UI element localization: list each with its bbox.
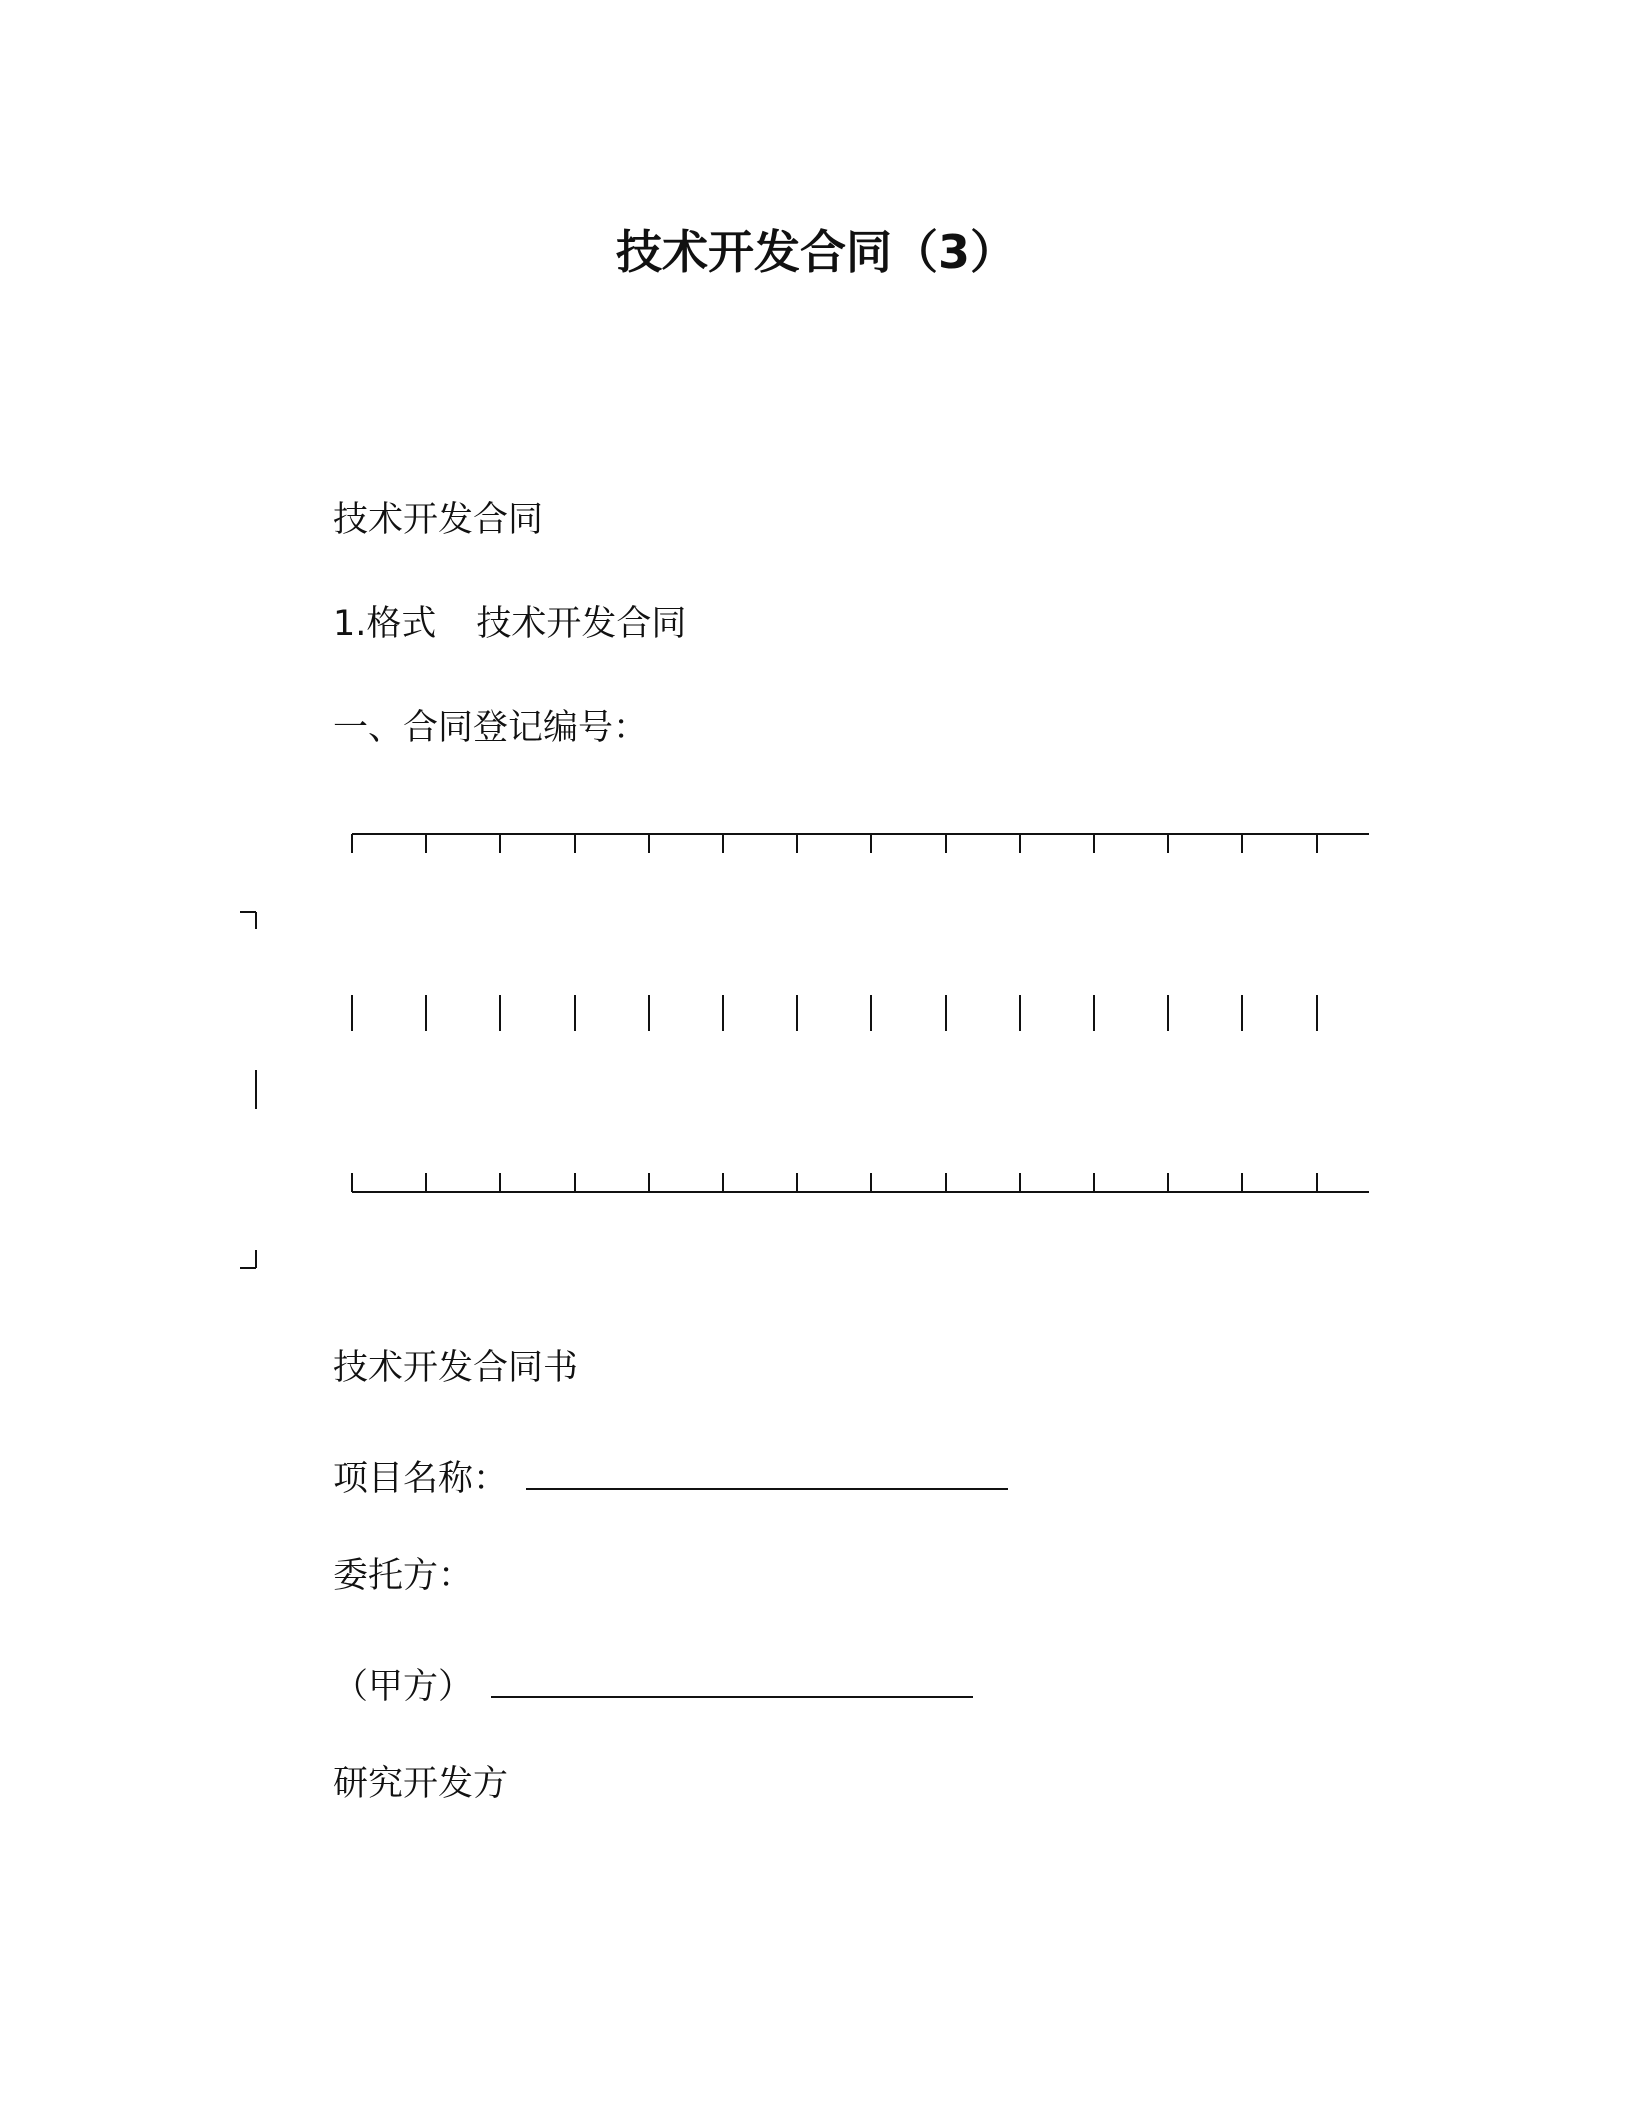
party-a-label: （甲方）	[333, 1667, 474, 1707]
registration-number-label: 一、合同登记编号：	[333, 708, 649, 748]
project-name-line	[333, 1448, 1008, 1503]
heading-contract: 技术开发合同	[333, 500, 544, 540]
developer-label: 研究开发方	[333, 1764, 509, 1804]
client-label: 委托方：	[333, 1556, 474, 1596]
document-title: 技术开发合同（3）	[615, 225, 1016, 279]
format-line	[333, 600, 686, 648]
project-name-field[interactable]	[526, 1448, 1008, 1490]
party-a-line	[333, 1656, 973, 1711]
format-number: 1.格式	[333, 604, 437, 644]
contract-book-heading: 技术开发合同书	[333, 1348, 579, 1388]
project-name-label: 项目名称：	[333, 1459, 509, 1499]
format-text: 技术开发合同	[476, 604, 687, 644]
party-a-field[interactable]	[491, 1656, 973, 1698]
